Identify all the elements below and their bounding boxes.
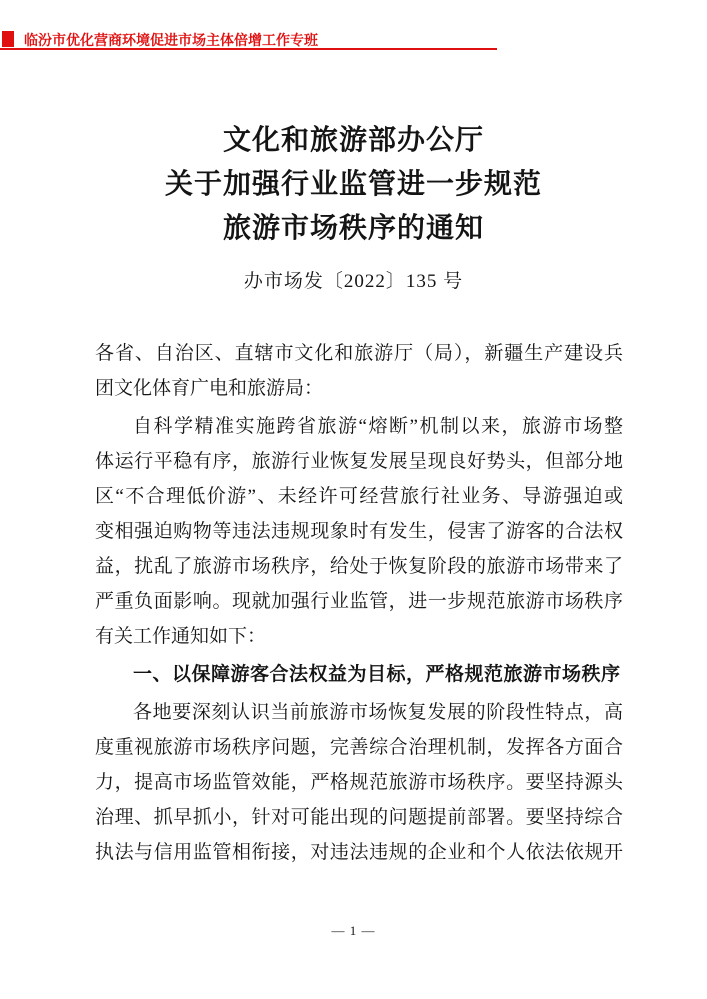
body-text-line: 各地要深刻认识当前旅游市场恢复发展的阶段性特点，高 <box>133 702 623 723</box>
page-number: — 1 — <box>331 923 376 938</box>
body-text-line: 有关工作通知如下： <box>95 626 267 647</box>
body-text-line: 度重视旅游市场秩序问题，完善综合治理机制，发挥各方面合 <box>95 737 623 758</box>
body-text-line: 各省、自治区、直辖市文化和旅游厅（局），新疆生产建设兵 <box>95 343 623 364</box>
document-body <box>95 336 623 870</box>
body-text-line: 严重负面影响。现就加强行业监管，进一步规范旅游市场秩序 <box>95 591 623 612</box>
document-title-line: 旅游市场秩序的通知 <box>222 212 484 244</box>
document-number: 办市场发〔2022〕135 号 <box>243 271 464 292</box>
body-text-line: 自科学精准实施跨省旅游“熔断”机制以来，旅游市场整 <box>133 416 623 437</box>
document-title-line: 文化和旅游部办公厅 <box>222 124 484 156</box>
header-rule <box>0 48 497 50</box>
salutation-paragraph <box>95 336 623 406</box>
header-square-marker <box>2 31 14 47</box>
body-text-line: 力，提高市场监管效能，严格规范旅游市场秩序。要坚持源头 <box>95 772 623 793</box>
body-text-line: 区“不合理低价游”、未经许可经营旅行社业务、导游强迫或 <box>95 486 623 507</box>
body-text-line: 团文化体育广电和旅游局： <box>95 378 324 399</box>
intro-paragraph <box>95 409 623 654</box>
section-1-paragraph <box>95 695 623 870</box>
body-text-line: 治理、抓早抓小，针对可能出现的问题提前部署。要坚持综合 <box>95 807 623 828</box>
section-1-heading: 一、以保障游客合法权益为目标，严格规范旅游市场秩序 <box>133 664 621 685</box>
body-text-line: 益，扰乱了旅游市场秩序，给处于恢复阶段的旅游市场带来了 <box>95 556 623 577</box>
document-title <box>0 119 707 251</box>
document-title-line: 关于加强行业监管进一步规范 <box>164 168 542 200</box>
body-text-line: 体运行平稳有序，旅游行业恢复发展呈现良好势头，但部分地 <box>95 451 623 472</box>
header-band-title: 临汾市优化营商环境促进市场主体倍增工作专班 <box>24 32 318 48</box>
body-text-line: 执法与信用监管相衔接，对违法违规的企业和个人依法依规开 <box>95 842 623 863</box>
body-text-line: 变相强迫购物等违法违规现象时有发生，侵害了游客的合法权 <box>95 521 623 542</box>
